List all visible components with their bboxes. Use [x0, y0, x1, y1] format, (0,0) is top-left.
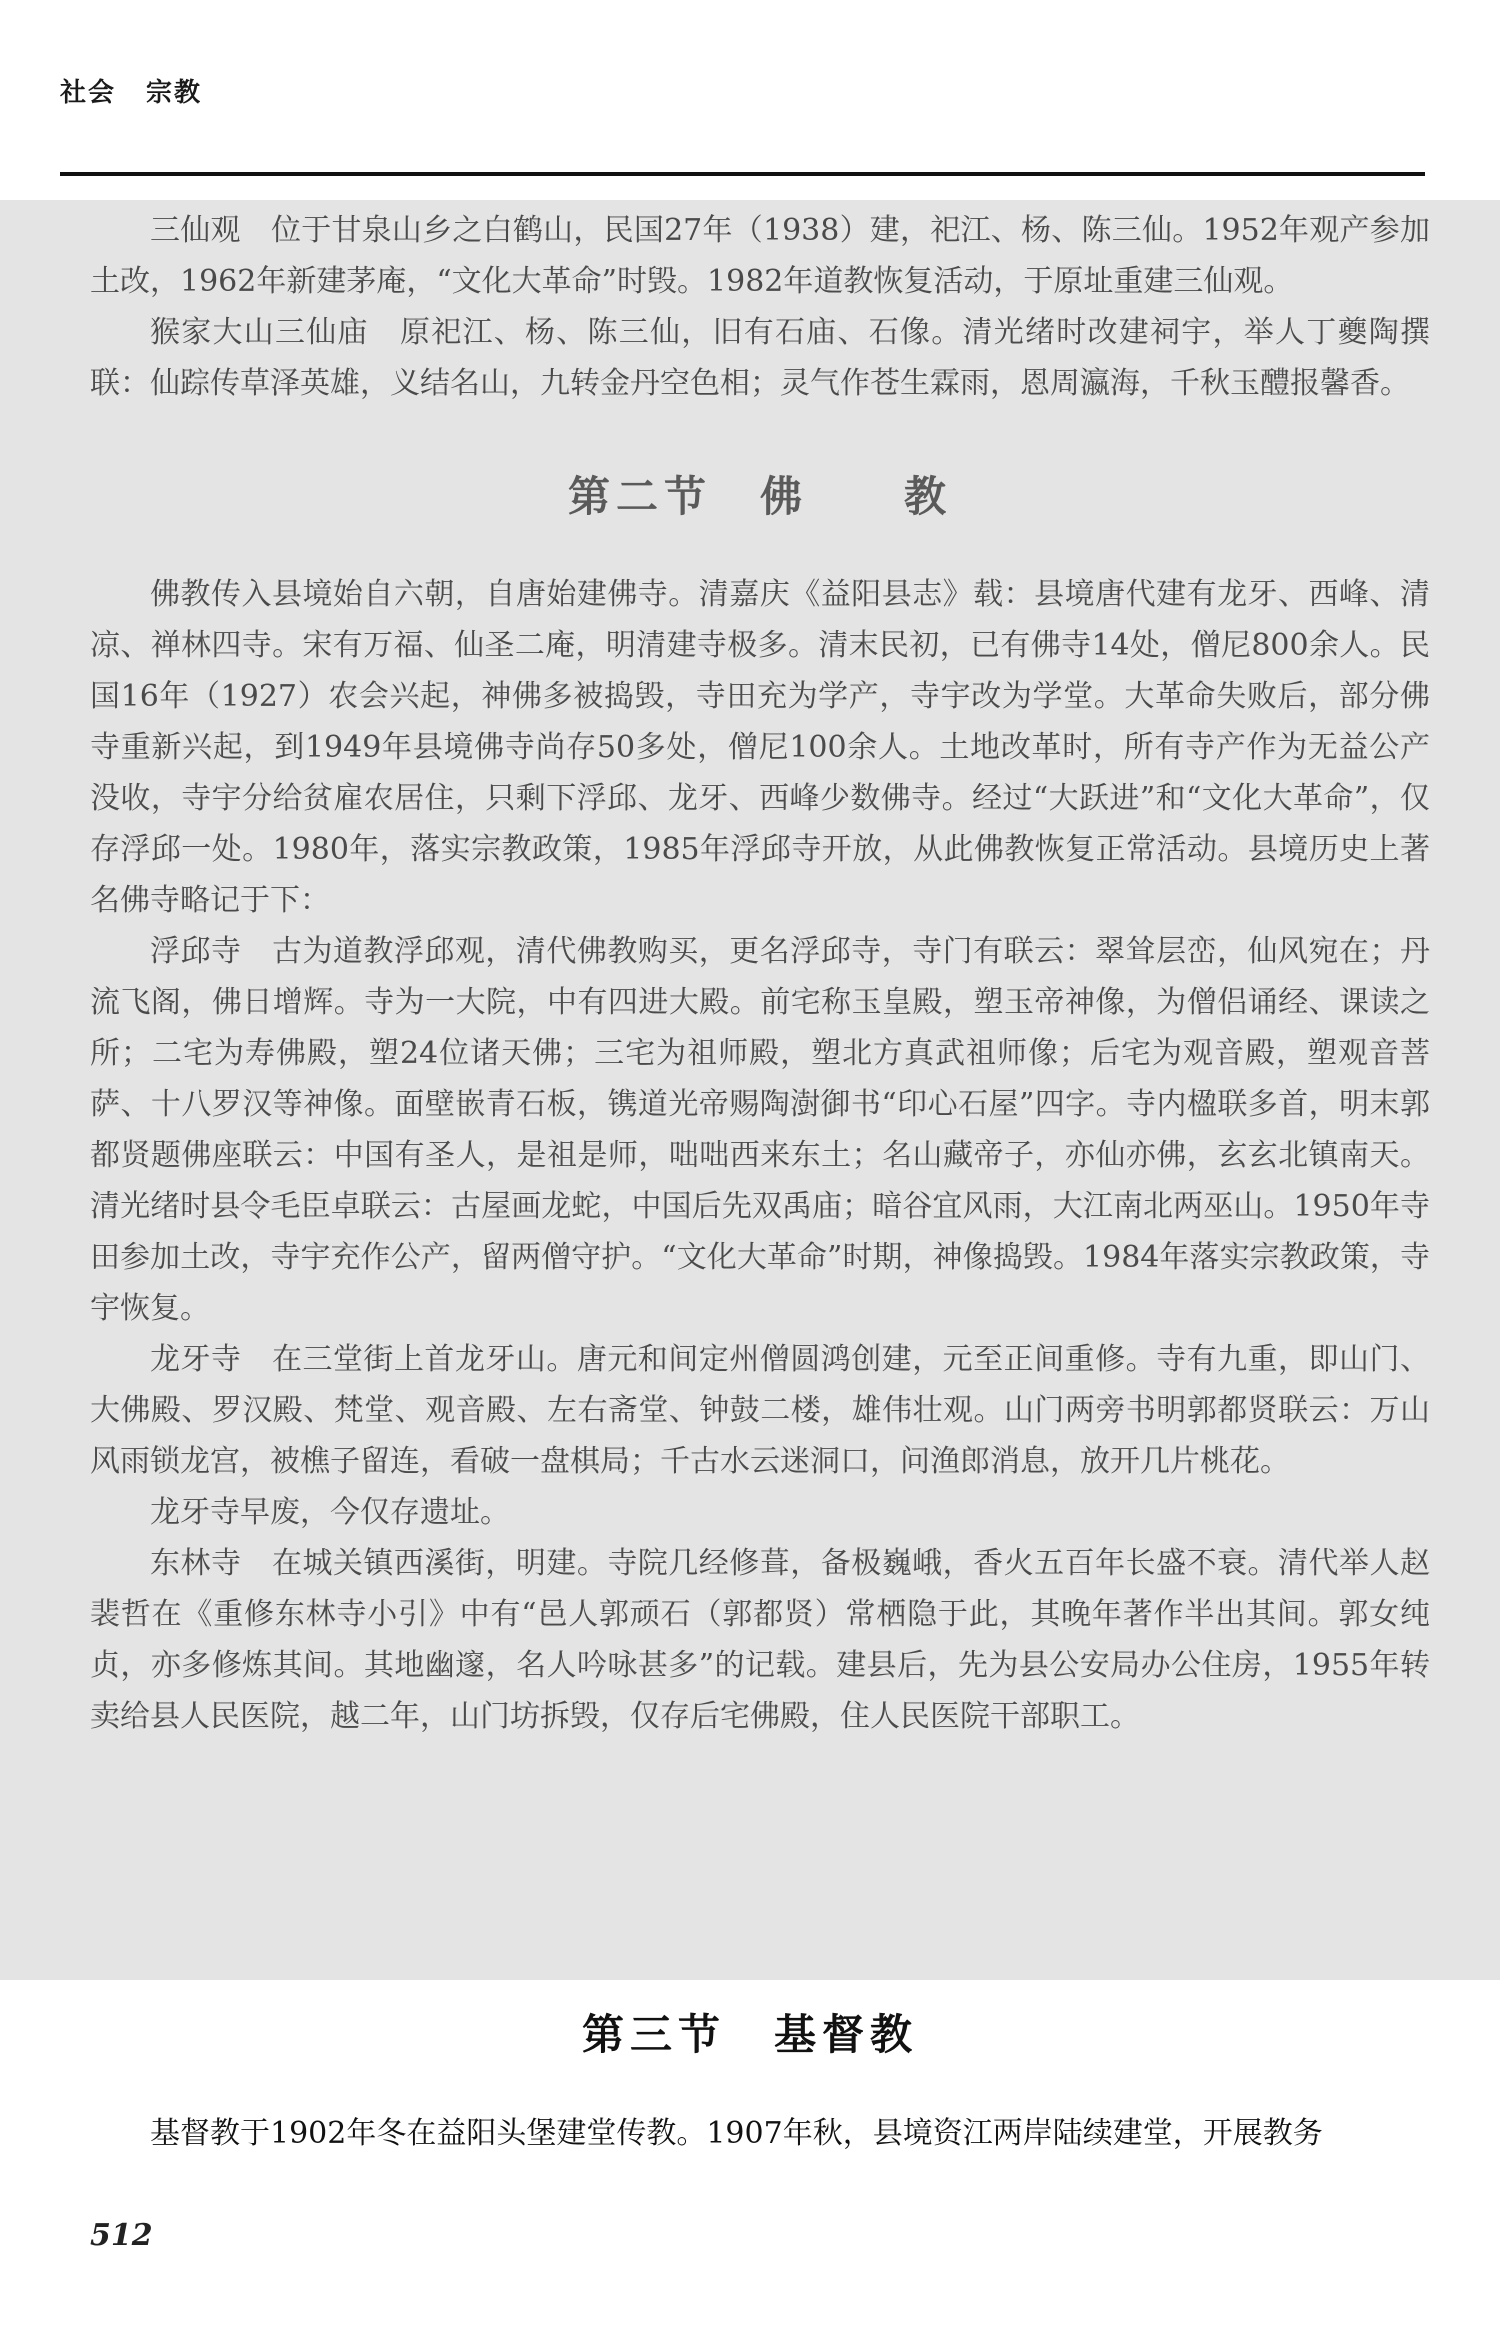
section-title-christianity: 第三节 基督教	[581, 2010, 918, 2059]
paragraph-houjia-temple: 猴家大山三仙庙 原祀江、杨、陈三仙，旧有石庙、石像。清光绪时改建祠宇，举人丁夔陶撰联：仙踪传草泽英雄，义结名山，九转金丹空色相；灵气作苍生霖雨，恩周瀛海，千秋玉醴报馨香。	[90, 315, 1430, 401]
page-body	[90, 205, 1430, 1742]
page-number: 512	[90, 2218, 153, 2253]
header-rule	[60, 172, 1425, 176]
paragraph-sanxian-temple: 三仙观 位于甘泉山乡之白鹤山，民国27年（1938）建，祀江、杨、陈三仙。1952年观产参加土改，1962年新建茅庵，“文化大革命”时毁。1982年道教恢复活动，于原址重建三仙观。	[90, 213, 1430, 299]
running-header	[60, 72, 202, 109]
header-section: 社会	[60, 78, 117, 108]
paragraph-longya-temple: 龙牙寺 在三堂街上首龙牙山。唐元和间定州僧圆鸿创建，元至正间重修。寺有九重，即山门、大佛殿、罗汉殿、梵堂、观音殿、左右斋堂、钟鼓二楼，雄伟壮观。山门两旁书明郭都贤联云：万山风雨锁龙宫，被樵子留连，看破一盘棋局；千古水云迷洞口，问渔郎消息，放开几片桃花。	[90, 1342, 1430, 1479]
christianity-body	[90, 2108, 1430, 2159]
paragraph-longya-ruins: 龙牙寺早废，今仅存遗址。	[150, 1495, 510, 1530]
section-title-buddhism: 第二节 佛 教	[567, 472, 952, 521]
paragraph-donglin-temple: 东林寺 在城关镇西溪街，明建。寺院几经修葺，备极巍峨，香火五百年长盛不衰。清代举人赵裴哲在《重修东林寺小引》中有“邑人郭顽石（郭都贤）常栖隐于此，其晚年著作半出其间。郭女纯贞，亦多修炼其间。其地幽邃，名人吟咏甚多”的记载。建县后，先为县公安局办公住房，1955年转卖给县人民医院，越二年，山门坊拆毁，仅存后宅佛殿，住人民医院干部职工。	[90, 1546, 1430, 1734]
paragraph-buddhism-intro: 佛教传入县境始自六朝，自唐始建佛寺。清嘉庆《益阳县志》载：县境唐代建有龙牙、西峰、清凉、禅林四寺。宋有万福、仙圣二庵，明清建寺极多。清末民初，已有佛寺14处，僧尼800余人。民国16年（1927）农会兴起，神佛多被捣毁，寺田充为学产，寺宇改为学堂。大革命失败后，部分佛寺重新兴起，到1949年县境佛寺尚存50多处，僧尼100余人。土地改革时，所有寺产作为无益公产没收，寺宇分给贫雇农居住，只剩下浮邱、龙牙、西峰少数佛寺。经过“大跃进”和“文化大革命”，仅存浮邱一处。1980年，落实宗教政策，1985年浮邱寺开放，从此佛教恢复正常活动。县境历史上著名佛寺略记于下：	[90, 577, 1430, 918]
paragraph-fuqiu-temple: 浮邱寺 古为道教浮邱观，清代佛教购买，更名浮邱寺，寺门有联云：翠耸层峦，仙风宛在；丹流飞阁，佛日增辉。寺为一大院，中有四进大殿。前宅称玉皇殿，塑玉帝神像，为僧侣诵经、课读之所；二宅为寿佛殿，塑24位诸天佛；三宅为祖师殿，塑北方真武祖师像；后宅为观音殿，塑观音菩萨、十八罗汉等神像。面壁嵌青石板，镌道光帝赐陶澍御书“印心石屋”四字。寺内楹联多首，明末郭都贤题佛座联云：中国有圣人，是祖是师，咄咄西来东土；名山藏帝子，亦仙亦佛，玄玄北镇南天。清光绪时县令毛臣卓联云：古屋画龙蛇，中国后先双禹庙；暗谷宜风雨，大江南北两巫山。1950年寺田参加土改，寺宇充作公产，留两僧守护。“文化大革命”时期，神像捣毁。1984年落实宗教政策，寺宇恢复。	[90, 934, 1430, 1326]
paragraph-christianity-intro: 基督教于1902年冬在益阳头堡建堂传教。1907年秋，县境资江两岸陆续建堂，开展教务	[150, 2116, 1323, 2151]
header-subsection: 宗教	[146, 78, 203, 108]
